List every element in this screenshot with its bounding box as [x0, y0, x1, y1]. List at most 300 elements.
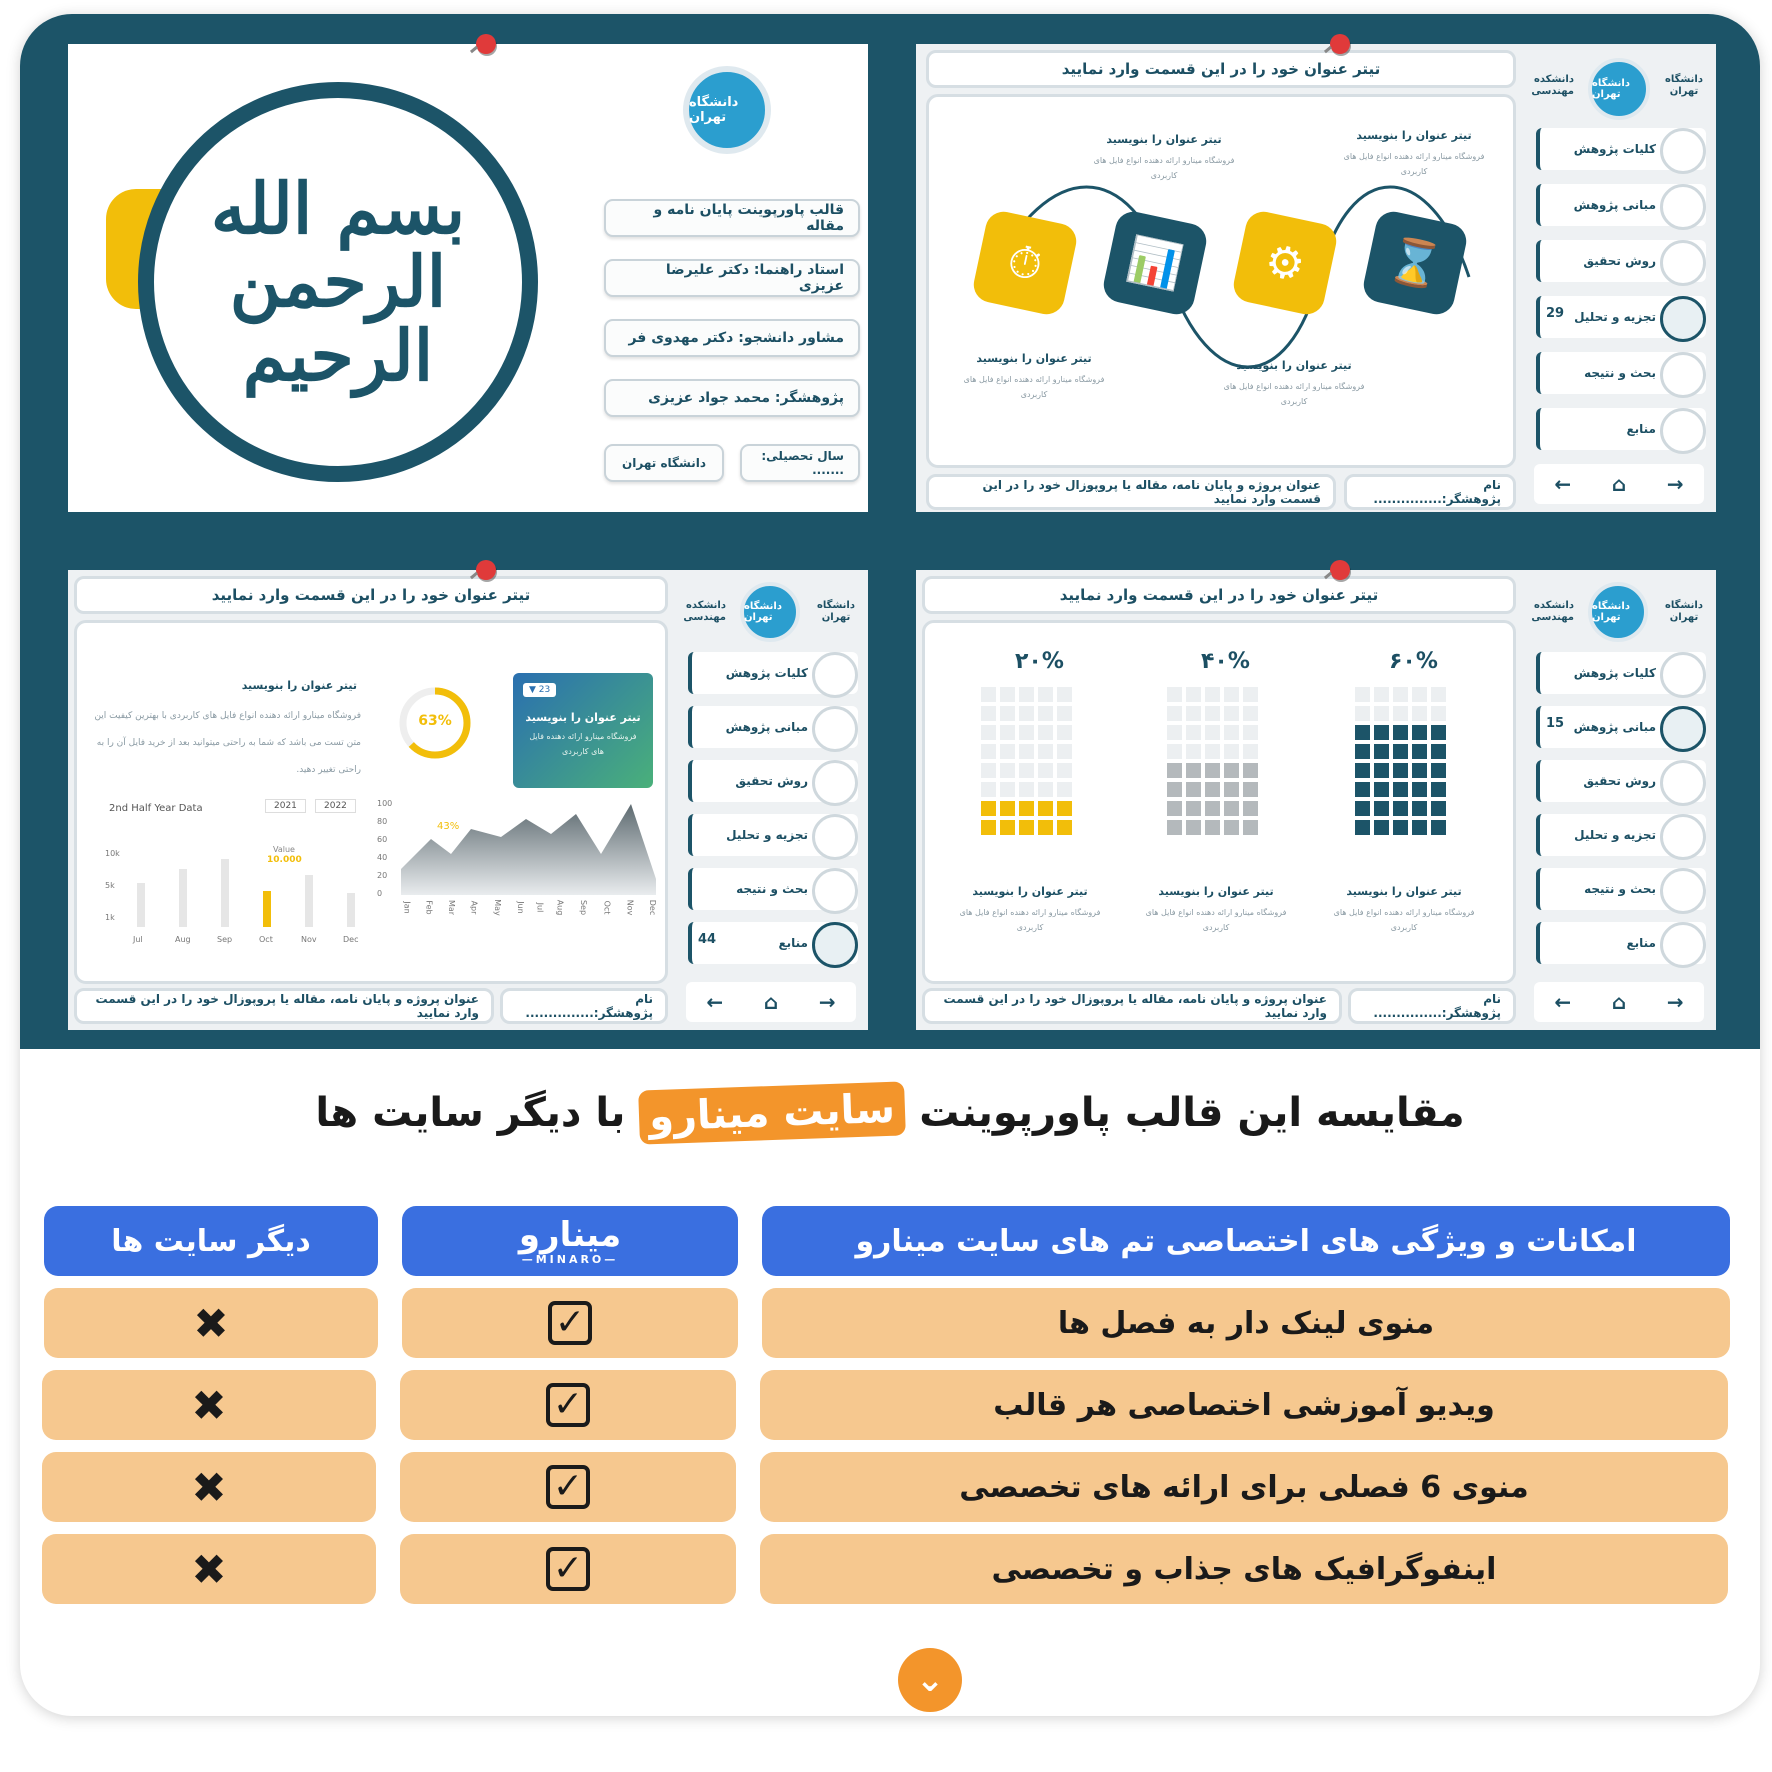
waffle-cell: [1243, 725, 1258, 740]
waffle-cell: [1186, 744, 1201, 759]
field-year: سال تحصیلی: .......: [740, 444, 860, 482]
item-title: تیتر عنوان را بنویسید: [1346, 885, 1462, 898]
slide-percent-grids: [916, 570, 1716, 1030]
waffle-cell: [1243, 782, 1258, 797]
bar: [347, 893, 355, 927]
waffle-cell: [1057, 763, 1072, 778]
waffle-cell: [981, 706, 996, 721]
waffle-cell: [1393, 763, 1408, 778]
waffle-cell: [1000, 763, 1015, 778]
item-desc: فروشگاه مینارو ارائه دهنده انواع فایل های کاربردی: [1343, 152, 1485, 177]
slide-dashboard: [68, 570, 868, 1030]
waffle-cell: [1412, 725, 1427, 740]
x-tick: Jun: [515, 901, 525, 914]
text-heading: تیتر عنوان را بنویسید: [241, 679, 357, 692]
pin-icon: [1330, 560, 1350, 580]
university-logo: دانشگاه تهران: [1588, 58, 1650, 120]
slide-title-bar: تیتر عنوان خود را در این قسمت وارد نمایید: [922, 576, 1516, 614]
waffle-cell: [1243, 801, 1258, 816]
waffle-cell: [1038, 820, 1053, 835]
waffle-cell: [1019, 763, 1034, 778]
item-desc: فروشگاه مینارو ارائه دهنده انواع فایل های کاربردی: [1145, 908, 1287, 933]
percent-label: ۴۰%: [1201, 649, 1250, 674]
waffle-cell: [1000, 820, 1015, 835]
waffle-cell: [1057, 744, 1072, 759]
cross-icon: ✖: [191, 1462, 227, 1512]
waffle-cell: [1224, 687, 1239, 702]
search-icon: [1660, 760, 1706, 806]
x-tick: Jul: [133, 935, 143, 944]
waffle-cell: [1374, 706, 1389, 721]
minaro-cell: [400, 1452, 736, 1522]
book-icon: [1660, 408, 1706, 454]
menu-item-overview[interactable]: کلیات پژوهش: [688, 652, 858, 694]
waffle-cell: [1000, 801, 1015, 816]
people-icon: [812, 868, 858, 914]
waffle-cell: [1374, 801, 1389, 816]
checkbox-checked-icon: ✓: [546, 1465, 590, 1509]
slide-title-bar: تیتر عنوان خود را در این قسمت وارد نمایید: [926, 50, 1516, 88]
menu-item-analysis[interactable]: تجزیه و تحلیل: [688, 814, 858, 856]
list-icon: [1660, 184, 1706, 230]
area-chart: [377, 799, 663, 969]
waffle-cell: [1205, 782, 1220, 797]
cross-icon: ✖: [191, 1544, 227, 1594]
waffle-cell: [1412, 782, 1427, 797]
y-tick: 40: [377, 853, 388, 862]
waffle-cell: [1205, 706, 1220, 721]
waffle-cell: [1186, 820, 1201, 835]
arrow-right-icon[interactable]: →: [1666, 472, 1684, 496]
footer-researcher: نام پژوهشگر:...............: [500, 988, 668, 1024]
waffle-cell: [1431, 706, 1446, 721]
field-university: دانشگاه تهران: [604, 444, 724, 482]
university-logo: دانشگاه تهران: [683, 66, 771, 154]
waffle-cell: [1000, 782, 1015, 797]
pin-icon: [1330, 34, 1350, 54]
x-tick: Sep: [217, 935, 233, 944]
waffle-cell: [1038, 763, 1053, 778]
feature-row: منوی 6 فصلی برای ارائه های تخصصی: [760, 1452, 1728, 1522]
header-faculty: دانشکده مهندسی: [683, 600, 726, 623]
footer-researcher: نام پژوهشگر:...............: [1344, 474, 1516, 510]
waffle-cell: [1374, 687, 1389, 702]
waffle-cell: [1167, 725, 1182, 740]
menu-item-references[interactable]: منابع 44: [688, 922, 858, 964]
waffle-cell: [1167, 687, 1182, 702]
bar: [137, 883, 145, 927]
waffle-cell: [1224, 706, 1239, 721]
waffle-cell: [981, 763, 996, 778]
footer-researcher: نام پژوهشگر:...............: [1348, 988, 1516, 1024]
waffle-cell: [1224, 744, 1239, 759]
checkbox-checked-icon: ✓: [548, 1301, 592, 1345]
waffle-cell: [981, 820, 996, 835]
item-title: تیتر عنوان را بنویسید: [1356, 129, 1472, 142]
y-tick: 10k: [105, 849, 120, 858]
waffle-cell: [1431, 782, 1446, 797]
bar-chart: [95, 799, 365, 969]
x-tick: Dec: [343, 935, 359, 944]
x-tick: Feb: [424, 900, 434, 915]
waffle-cell: [1355, 763, 1370, 778]
waffle-grid-20: [981, 687, 1072, 835]
feature-row: اینفوگرافیک های جذاب و تخصصی: [760, 1534, 1728, 1604]
chevron-down-icon[interactable]: ⌄: [898, 1648, 962, 1712]
document-icon: [812, 652, 858, 698]
footer-title: عنوان پروژه و پایان نامه، مقاله یا پروپوزال خود را در این قسمت وارد نمایید: [926, 474, 1336, 510]
minaro-cell: [400, 1534, 736, 1604]
item-title: تیتر عنوان را بنویسید: [1158, 885, 1274, 898]
waffle-grid-60: [1355, 687, 1446, 835]
bar: [221, 859, 229, 927]
card-badge: ▼ 23: [523, 683, 556, 697]
waffle-cell: [1057, 801, 1072, 816]
waffle-cell: [1186, 687, 1201, 702]
waffle-cell: [1224, 801, 1239, 816]
minaro-cell: [400, 1370, 736, 1440]
bar: [179, 869, 187, 927]
waffle-cell: [1019, 782, 1034, 797]
waffle-cell: [1374, 820, 1389, 835]
waffle-cell: [1019, 744, 1034, 759]
book-icon: [812, 922, 858, 968]
waffle-cell: [1205, 687, 1220, 702]
waffle-cell: [981, 687, 996, 702]
year-pill[interactable]: 2021: [265, 799, 306, 813]
waffle-cell: [1431, 801, 1446, 816]
waffle-cell: [1355, 801, 1370, 816]
calligraphy-text: بسم الله الرحمن الرحیم: [210, 166, 466, 397]
x-tick: Nov: [301, 935, 317, 944]
header-university: دانشگاه تهران: [1665, 74, 1703, 97]
field-template-title: قالب پاورپوینت پایان نامه و مقاله: [604, 199, 860, 237]
search-icon: [1660, 240, 1706, 286]
menu-item-method[interactable]: روش تحقیق: [1536, 760, 1706, 802]
waffle-cell: [1393, 706, 1408, 721]
header-faculty: دانشکده مهندسی: [1531, 600, 1574, 623]
waffle-cell: [1224, 782, 1239, 797]
field-advisor: مشاور دانشجو: دکتر مهدوی فر: [604, 319, 860, 357]
waffle-cell: [1038, 706, 1053, 721]
pin-icon: [476, 34, 496, 54]
sidebar: [1522, 44, 1716, 512]
field-supervisor: استاد راهنما: دکتر علیرضا عزیزی: [604, 259, 860, 297]
menu-item-foundations[interactable]: مبانی پژوهش: [1536, 184, 1706, 226]
nav-bar: [1534, 982, 1704, 1022]
page-number: 15: [1546, 716, 1565, 731]
waffle-cell: [1205, 763, 1220, 778]
waffle-cell: [1038, 782, 1053, 797]
x-tick: Apr: [469, 900, 479, 915]
waffle-cell: [1186, 725, 1201, 740]
item-desc: فروشگاه مینارو ارائه دهنده انواع فایل های کاربردی: [1093, 156, 1235, 181]
feature-row: ویدیو آموزشی اختصاصی هر قالب: [760, 1370, 1728, 1440]
x-tick: Jan: [402, 901, 412, 914]
menu-item-foundations[interactable]: مبانی پژوهش 15: [1536, 706, 1706, 748]
waffle-cell: [1374, 744, 1389, 759]
waffle-cell: [1038, 801, 1053, 816]
menu-item-method[interactable]: روش تحقیق: [1536, 240, 1706, 282]
waffle-cell: [1393, 801, 1408, 816]
checkbox-checked-icon: ✓: [546, 1547, 590, 1591]
waffle-cell: [1393, 782, 1408, 797]
hourglass-icon: ⌛: [1360, 208, 1469, 317]
waffle-cell: [1355, 744, 1370, 759]
waffle-cell: [1243, 687, 1258, 702]
cross-icon: ✖: [191, 1380, 227, 1430]
waffle-cell: [1393, 744, 1408, 759]
y-tick: 1k: [105, 913, 115, 922]
arrow-left-icon[interactable]: ←: [706, 990, 724, 1014]
y-tick: 100: [377, 799, 393, 808]
waffle-cell: [1431, 687, 1446, 702]
arrow-left-icon[interactable]: ←: [1554, 472, 1572, 496]
waffle-cell: [1412, 687, 1427, 702]
y-tick: 20: [377, 871, 388, 880]
bar-value: 10.000: [267, 855, 302, 865]
waffle-cell: [981, 782, 996, 797]
percent-label: ۶۰%: [1389, 649, 1438, 674]
waffle-cell: [1243, 706, 1258, 721]
arrow-right-icon[interactable]: →: [818, 990, 836, 1014]
x-tick: May: [492, 899, 502, 916]
bar-chart-title: 2nd Half Year Data: [109, 803, 203, 814]
waffle-cell: [1431, 725, 1446, 740]
waffle-cell: [1412, 706, 1427, 721]
waffle-cell: [981, 725, 996, 740]
x-tick: Dec: [648, 899, 658, 916]
home-icon[interactable]: ⌂: [1611, 472, 1627, 496]
waffle-cell: [1431, 744, 1446, 759]
others-cell: [42, 1534, 376, 1604]
header-university: دانشگاه تهران: [1665, 600, 1703, 623]
waffle-cell: [1186, 763, 1201, 778]
field-researcher: پژوهشگر: محمد جواد عزیزی: [604, 379, 860, 417]
waffle-cell: [1167, 744, 1182, 759]
menu-item-overview[interactable]: کلیات پژوهش: [1536, 652, 1706, 694]
x-tick: Nov: [624, 899, 634, 916]
waffle-cell: [981, 744, 996, 759]
item-title: تیتر عنوان را بنویسید: [976, 352, 1092, 365]
area-label: 43%: [437, 821, 460, 832]
document-icon: [1660, 128, 1706, 174]
arrow-left-icon[interactable]: ←: [1554, 990, 1572, 1014]
waffle-cell: [1393, 687, 1408, 702]
slide-cover: [68, 44, 868, 512]
gradient-card: [513, 673, 653, 788]
waffle-cell: [1412, 820, 1427, 835]
others-cell: [42, 1370, 376, 1440]
waffle-cell: [1167, 763, 1182, 778]
item-desc: فروشگاه مینارو ارائه دهنده انواع فایل های کاربردی: [959, 908, 1101, 933]
item-title: تیتر عنوان را بنویسید: [1106, 133, 1222, 146]
waffle-cell: [1000, 725, 1015, 740]
waffle-cell: [1224, 820, 1239, 835]
slide-body: [74, 620, 668, 984]
waffle-grid-40: [1167, 687, 1258, 835]
slide-body: [922, 620, 1516, 984]
menu-item-analysis[interactable]: تجزیه و تحلیل: [1536, 814, 1706, 856]
menu-item-discussion[interactable]: بحث و نتیجه: [688, 868, 858, 910]
donut-value: 63%: [418, 713, 452, 729]
x-tick: Oct: [259, 935, 273, 944]
waffle-cell: [1205, 820, 1220, 835]
bar-highlight: [263, 891, 271, 927]
main-card: [20, 14, 1760, 1716]
waffle-cell: [1243, 820, 1258, 835]
waffle-cell: [1224, 763, 1239, 778]
waffle-cell: [1186, 782, 1201, 797]
presentation-icon: [1660, 814, 1706, 860]
item-title: تیتر عنوان را بنویسید: [1236, 359, 1352, 372]
pin-icon: [476, 560, 496, 580]
preview-area: [20, 14, 1760, 1049]
checkbox-checked-icon: ✓: [546, 1383, 590, 1427]
footer-title: عنوان پروژه و پایان نامه، مقاله یا پروپوزال خود را در این قسمت وارد نمایید: [922, 988, 1342, 1024]
menu-item-references[interactable]: منابع: [1536, 408, 1706, 450]
waffle-cell: [1412, 801, 1427, 816]
menu-item-discussion[interactable]: بحث و نتیجه: [1536, 868, 1706, 910]
menu-item-references[interactable]: منابع: [1536, 922, 1706, 964]
waffle-cell: [1019, 706, 1034, 721]
bar: [305, 875, 313, 927]
year-pill[interactable]: 2022: [315, 799, 356, 813]
waffle-cell: [1243, 763, 1258, 778]
waffle-cell: [1224, 725, 1239, 740]
arrow-right-icon[interactable]: →: [1666, 990, 1684, 1014]
y-tick: 80: [377, 817, 388, 826]
calligraphy-circle: [138, 82, 538, 482]
footer-title: عنوان پروژه و پایان نامه، مقاله یا پروپوزال خود را در این قسمت وارد نمایید: [74, 988, 494, 1024]
waffle-cell: [1355, 706, 1370, 721]
waffle-cell: [1186, 706, 1201, 721]
percent-label: ۲۰%: [1015, 649, 1064, 674]
highlight-badge: سایت مینارو: [638, 1081, 906, 1144]
waffle-cell: [1038, 725, 1053, 740]
gear-icon: ⚙: [1230, 208, 1339, 317]
waffle-cell: [1205, 725, 1220, 740]
slide-body: [926, 94, 1516, 468]
waffle-cell: [1167, 801, 1182, 816]
others-cell: [44, 1288, 378, 1358]
waffle-cell: [1393, 820, 1408, 835]
minaro-logo: مینارو: [518, 1214, 622, 1255]
waffle-cell: [1205, 744, 1220, 759]
home-icon[interactable]: ⌂: [1611, 990, 1627, 1014]
waffle-cell: [1355, 687, 1370, 702]
waffle-cell: [1167, 706, 1182, 721]
bar-label: Value: [273, 845, 295, 854]
stopwatch-icon: ⏱: [970, 208, 1079, 317]
waffle-cell: [1167, 782, 1182, 797]
waffle-cell: [981, 801, 996, 816]
waffle-cell: [1019, 820, 1034, 835]
x-tick: Oct: [601, 900, 611, 915]
menu-item-analysis[interactable]: تجزیه و تحلیل 29: [1536, 296, 1706, 338]
waffle-cell: [1057, 820, 1072, 835]
document-icon: [1660, 652, 1706, 698]
waffle-cell: [1038, 687, 1053, 702]
item-title: تیتر عنوان را بنویسید: [972, 885, 1088, 898]
sidebar: [674, 570, 868, 1030]
people-icon: [1660, 868, 1706, 914]
waffle-cell: [1431, 763, 1446, 778]
waffle-cell: [1186, 801, 1201, 816]
menu-item-overview[interactable]: کلیات پژوهش: [1536, 128, 1706, 170]
menu-item-foundations[interactable]: مبانی پژوهش: [688, 706, 858, 748]
nav-bar: [686, 982, 856, 1022]
waffle-cell: [1019, 801, 1034, 816]
x-tick: Sep: [579, 899, 589, 916]
page-number: 29: [1546, 306, 1565, 321]
header-features: امکانات و ویژگی های اختصاصی تم های سایت مینارو: [762, 1206, 1730, 1276]
search-icon: [812, 760, 858, 806]
header-university: دانشگاه تهران: [817, 600, 855, 623]
waffle-cell: [1019, 687, 1034, 702]
waffle-cell: [1355, 782, 1370, 797]
presentation-icon: [1660, 296, 1706, 342]
waffle-cell: [1000, 706, 1015, 721]
waffle-cell: [1205, 801, 1220, 816]
area-shape: [401, 799, 661, 899]
waffle-cell: [1393, 725, 1408, 740]
waffle-cell: [1431, 820, 1446, 835]
presentation-icon: [812, 814, 858, 860]
x-tick: Jul: [534, 902, 544, 913]
university-logo: دانشگاه تهران: [1588, 582, 1648, 642]
waffle-cell: [1374, 763, 1389, 778]
card-desc: فروشگاه مینارو ارائه دهنده فایل های کاربردی: [529, 732, 637, 757]
sidebar: [1522, 570, 1716, 1030]
list-icon: [1660, 706, 1706, 752]
header-minaro: [402, 1206, 738, 1276]
item-desc: فروشگاه مینارو ارائه دهنده انواع فایل های کاربردی: [1223, 382, 1365, 407]
book-icon: [1660, 922, 1706, 968]
header-others: دیگر سایت ها: [44, 1206, 378, 1276]
x-tick: Mar: [446, 899, 456, 916]
y-tick: 5k: [105, 881, 115, 890]
waffle-cell: [1019, 725, 1034, 740]
item-desc: فروشگاه مینارو ارائه دهنده انواع فایل های کاربردی: [1333, 908, 1475, 933]
cross-icon: ✖: [193, 1298, 229, 1348]
waffle-cell: [1374, 782, 1389, 797]
waffle-cell: [1355, 725, 1370, 740]
waffle-cell: [1412, 744, 1427, 759]
menu-item-method[interactable]: روش تحقیق: [688, 760, 858, 802]
feature-row: منوی لینک دار به فصل ها: [762, 1288, 1730, 1358]
slide-title-bar: تیتر عنوان خود را در این قسمت وارد نمایید: [74, 576, 668, 614]
people-icon: [1660, 352, 1706, 398]
x-tick: Aug: [555, 899, 565, 916]
header-faculty: دانشکده مهندسی: [1531, 74, 1574, 97]
list-icon: [812, 706, 858, 752]
item-desc: فروشگاه مینارو ارائه دهنده انواع فایل های کاربردی: [963, 375, 1105, 400]
chart-icon: 📊: [1100, 208, 1209, 317]
waffle-cell: [1057, 782, 1072, 797]
area-month-axis: [401, 899, 661, 916]
others-cell: [42, 1452, 376, 1522]
text-paragraph: فروشگاه مینارو ارائه دهنده انواع فایل های کاربردی با بهترین کیفیت این متن تست می باشد که شما به راحتی میتوانید بعد از خرید فایل آن را به راحتی تغییر دهید.: [94, 711, 361, 775]
home-icon[interactable]: ⌂: [763, 990, 779, 1014]
comparison-title: مقایسه این قالب پاورپوینت سایت مینارو با دیگر سایت ها: [20, 1086, 1760, 1140]
waffle-cell: [1167, 820, 1182, 835]
waffle-cell: [1038, 744, 1053, 759]
y-tick: 60: [377, 835, 388, 844]
waffle-cell: [1057, 706, 1072, 721]
waffle-cell: [1000, 744, 1015, 759]
menu-item-discussion[interactable]: بحث و نتیجه: [1536, 352, 1706, 394]
